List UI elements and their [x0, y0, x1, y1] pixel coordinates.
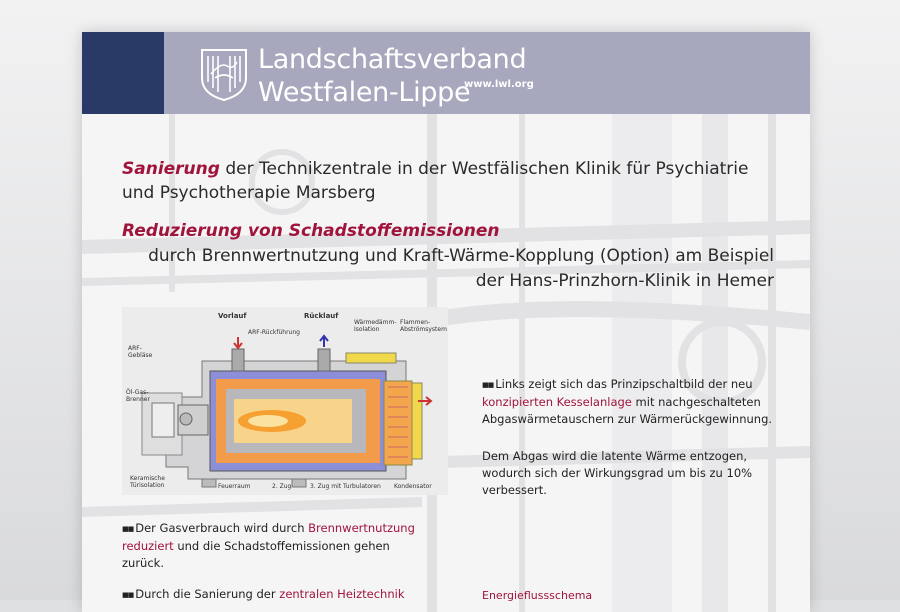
paragraph-gasverbrauch-text-end: und die Schadstoffemissionen gehen zurück. — [122, 539, 390, 570]
paragraph-sanierung-text: Durch die Sanierung der — [135, 587, 280, 601]
section-label-energiefluss: Energieflussschema — [482, 589, 593, 602]
diagram-label-keramisch: Keramische Türisolation — [130, 475, 165, 489]
diagram-label-ruecklauf: Rücklauf — [304, 312, 339, 320]
header-accent-block — [82, 32, 164, 114]
heading-sanierung-highlight: Sanierung — [122, 159, 220, 179]
bullet-icon: ■■ — [122, 525, 134, 533]
diagram-label-zug2: 2. Zug — [272, 483, 292, 490]
diagram-label-zug3: 3. Zug mit Turbulatoren — [310, 483, 381, 490]
paragraph-kesselanlage-text: Links zeigt sich das Prinzipschaltbild der neu — [495, 377, 753, 391]
paragraph-abgas: Dem Abgas wird die latente Wärme entzogen, wodurch sich der Wirkungsgrad um bis zu 10% verbessert. — [482, 449, 753, 497]
org-name-line2: Westfalen-Lippe — [258, 77, 471, 108]
paragraph-gasverbrauch-text: Der Gasverbrauch wird durch — [135, 521, 309, 535]
bullet-icon: ■■ — [482, 381, 494, 389]
org-url: www.lwl.org — [464, 79, 534, 90]
diagram-label-kondensator: Kondensator — [394, 483, 432, 490]
lwl-logo-icon — [199, 48, 249, 102]
boiler-diagram — [122, 307, 448, 495]
poster — [82, 32, 810, 612]
paragraph-gasverbrauch — [122, 520, 422, 572]
diagram-label-arf-geblaese: ARF- Gebläse — [128, 345, 153, 359]
heading-sanierung — [122, 157, 782, 205]
bullet-icon: ■■ — [122, 591, 134, 599]
diagram-label-flammen: Flammen- Abströmsystem — [400, 319, 447, 333]
diagram-label-feuerraum: Feuerraum — [218, 483, 251, 490]
diagram-label-waermedaemm: Wärmedämm- Isolation — [354, 319, 397, 333]
heading-reduzierung-highlight: Reduzierung von Schadstoffemissionen — [122, 221, 500, 241]
diagram-label-vorlauf: Vorlauf — [218, 312, 247, 320]
heading-reduzierung-text: durch Brennwertnutzung und Kraft-Wärme-Kopplung (Option) am Beispiel der Hans-Prinzhorn-Klinik in Hemer — [148, 246, 774, 291]
paragraph-sanierung-highlight: zentralen Heiztechnik — [279, 587, 405, 601]
paragraph-sanierung — [122, 586, 422, 604]
paragraph-kesselanlage-highlight: konzipierten Kesselanlage — [482, 395, 632, 409]
heading-sanierung-text: der Technikzentrale in der Westfälischen Klinik für Psychiatrie und Psychotherapie Marsberg — [122, 159, 749, 203]
diagram-label-oel-gas-brenner: Öl-Gas- Brenner — [126, 389, 150, 403]
paragraph-gasverbrauch-highlight: Brennwertnutzung reduziert — [122, 521, 415, 553]
diagram-label-arf-rueckfuehrung: ARF-Rückführung — [248, 329, 300, 336]
org-name-line1: Landschaftsverband — [258, 44, 527, 75]
paragraph-kesselanlage-text-end: mit nachgeschalteten Abgaswärmetauschern zur Wärmerückgewinnung. — [482, 395, 773, 426]
paragraph-kesselanlage — [482, 376, 810, 428]
